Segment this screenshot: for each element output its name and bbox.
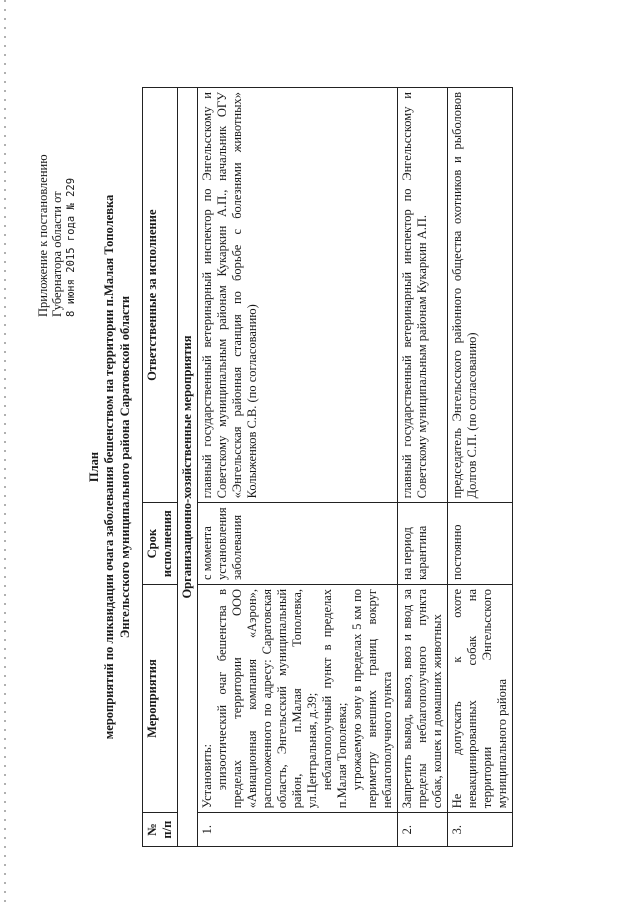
row-num: 3. xyxy=(447,813,512,847)
table-header-row xyxy=(142,88,177,847)
row-term: на период карантина xyxy=(397,503,447,585)
measure-paragraph: неблагополучный пункт в пределах п.Малая Тополевка; xyxy=(319,588,349,809)
header-num: № п/п xyxy=(142,813,177,847)
header-line-1: Приложение к постановлению xyxy=(36,154,50,317)
table-row xyxy=(447,88,512,847)
row-measure: Не допускать к охоте невакцинированных собак на территории Энгельсского муниципального района xyxy=(447,584,512,812)
measure-paragraph: эпизоотический очаг бешенства в пределах территории ООО «Авиационная компания «Аэрон», расположенного по адресу: Саратовская область, Энгельсский муниципальный район, п.Малая Тополевка, ул.Центральная, д.39; xyxy=(214,588,319,809)
row-measure: Запретить вывод, вывоз, ввоз и ввод за пределы неблагополучного пункта собак, кошек и домашних животных xyxy=(397,584,447,812)
header-line-2: Губернатора области от xyxy=(50,191,65,317)
title-line-3: Энгельсского муниципального района Саратовской области xyxy=(118,295,133,639)
document-page xyxy=(36,87,513,847)
row-term: постоянно xyxy=(447,503,512,585)
measure-paragraph: угрожаемую зону в пределах 5 км по периметру внешних границ вокруг неблагополучного пункта xyxy=(349,588,394,809)
document-title xyxy=(87,87,134,847)
row-num: 2. xyxy=(397,813,447,847)
header-line-3: 8 июня 2015 года № 229 xyxy=(64,177,77,317)
header-term: Срок исполнения xyxy=(142,503,177,585)
row-responsible: главный государственный ветеринарный инспектор по Энгельсскому и Советскому муниципальным районам Кукаркин А.П., начальник ОГУ «Энгельсская районная станция по борьбе с болезнями животных» Колыженков С.В. (по согласованию) xyxy=(197,88,397,503)
measure-intro: Установить: xyxy=(199,744,214,809)
header-responsible: Ответственные за исполнение xyxy=(142,88,177,503)
table-row xyxy=(397,88,447,847)
row-responsible: председатель Энгельсского районного общества охотников и рыболовов Долгов С.П. (по согласованию) xyxy=(447,88,512,503)
section-title: Организационно-хозяйственные мероприятия xyxy=(177,88,197,847)
title-line-1: План xyxy=(86,451,101,483)
row-measure xyxy=(197,584,397,812)
decree-header xyxy=(36,87,77,317)
table-row xyxy=(197,88,397,847)
row-term: с момента установления заболевания xyxy=(197,503,397,585)
plan-table xyxy=(142,87,513,847)
title-line-2: мероприятий по ликвидации очага заболевания бешенством на территории п.Малая Тополевка xyxy=(102,194,117,740)
header-measures: Мероприятия xyxy=(142,584,177,812)
row-num: 1. xyxy=(197,813,397,847)
row-responsible: главный государственный ветеринарный инспектор по Энгельсскому и Советскому муниципальным районам Кукаркин А.П. xyxy=(397,88,447,503)
section-row xyxy=(177,88,197,847)
